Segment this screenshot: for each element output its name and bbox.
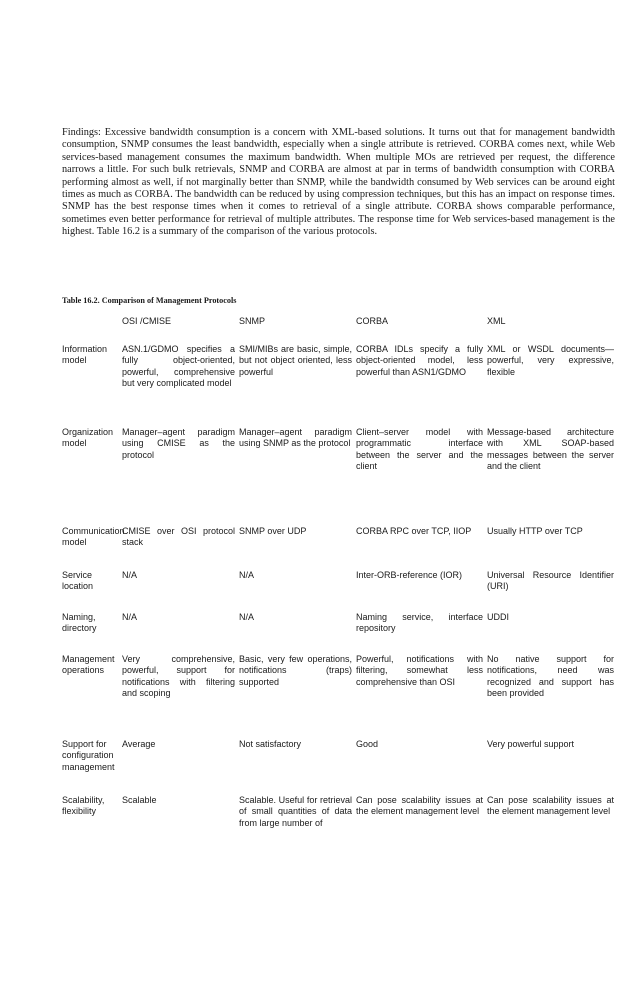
table-cell: UDDI <box>487 612 509 622</box>
table-cell: Client–server model with programmatic interface between the server and the client <box>356 427 483 471</box>
header-cell: SNMP <box>239 316 266 326</box>
header-cell: OSI /CMISE <box>122 316 172 326</box>
table-cell: Can pose scalability issues at the element management level <box>487 795 614 817</box>
row-label: Service location <box>62 570 94 592</box>
table-row <box>62 795 618 855</box>
header-cell <box>62 316 122 344</box>
table-cell: Universal Resource Identifier (URI) <box>487 570 614 592</box>
row-label: Scalability, flexibility <box>62 795 105 817</box>
table-cell: Average <box>122 739 156 749</box>
table-cell: Can pose scalability issues at the element management level <box>356 795 483 817</box>
table-row <box>62 344 618 427</box>
table-header-row <box>62 316 618 344</box>
table-cell: CORBA RPC over TCP, IIOP <box>356 526 472 536</box>
row-label: Naming, directory <box>62 612 97 634</box>
table-cell: Manager–agent paradigm using SNMP as the protocol <box>239 427 352 449</box>
row-label: Communication model <box>62 526 125 548</box>
table-cell: CORBA IDLs specify a fully object-oriented model, less powerful than ASN1/GDMO <box>356 344 483 377</box>
table-cell: Inter-ORB-reference (IOR) <box>356 570 463 580</box>
table-cell: XML or WSDL documents— powerful, very expressive, flexible <box>487 344 614 377</box>
table-cell: Manager–agent paradigm using CMISE as the protocol <box>122 427 235 460</box>
table-row <box>62 739 618 795</box>
table-cell: ASN.1/GDMO specifies a fully object-oriented, powerful, comprehensive but very complicated model <box>122 344 235 388</box>
table-cell: Usually HTTP over TCP <box>487 526 583 536</box>
table-cell: Basic, very few operations, notifications (traps) supported <box>239 654 352 687</box>
table-cell: N/A <box>239 570 255 580</box>
table-cell: Scalable <box>122 795 157 805</box>
table-cell: Scalable. Useful for retrieval of small quantities of data from large number of <box>239 795 352 828</box>
header-cell: CORBA <box>356 316 389 326</box>
table-row <box>62 526 618 570</box>
table-cell: Naming service, interface repository <box>356 612 483 634</box>
table-cell: SMI/MIBs are basic, simple, but not object oriented, less powerful <box>239 344 352 377</box>
findings-paragraph: Findings: Excessive bandwidth consumption is a concern with XML-based solutions. It turns out that for management bandwidth consumption, SNMP consumes the least bandwidth, especially when a single attribute is retrieved. CORBA comes next, while Web services-based management consumes the maximum bandwidth. When multiple MOs are retrieved per request, the difference narrows a little. For such bulk retrievals, SNMP and CORBA are almost at par in terms of bandwidth consumption with CORBA performing almost as well, if not marginally better than SNMP, while the bandwidth consumed by Web services can be around eight times as much as CORBA. The bandwidth can be reduced by using compression techniques, but this has an impact on response times. SNMP has the best response times when it comes to retrieval of a single attribute. CORBA shows comparable performance, sometimes even better performance for retrieval of multiple attributes. The response time for Web services-based management is the highest. Table 16.2 is a summary of the comparison of the various protocols. <box>62 127 615 238</box>
table-row <box>62 570 618 612</box>
table-row <box>62 654 618 739</box>
row-label: Information model <box>62 344 108 366</box>
table-cell: Very powerful support <box>487 739 575 749</box>
table-cell: Powerful, notifications with filtering, somewhat less comprehensive than OSI <box>356 654 483 687</box>
row-label: Management operations <box>62 654 115 676</box>
table-cell: N/A <box>239 612 255 622</box>
table-cell: Good <box>356 739 379 749</box>
table-cell: Message-based architecture with XML SOAP-based messages between the server and the client <box>487 427 614 471</box>
table-row <box>62 427 618 526</box>
table-cell: CMISE over OSI protocol stack <box>122 526 235 548</box>
table-cell: Very comprehensive, powerful, support for notifications with filtering and scoping <box>122 654 235 698</box>
table-cell: N/A <box>122 570 138 580</box>
table-cell: N/A <box>122 612 138 622</box>
table-row <box>62 612 618 654</box>
row-label: Support for configuration management <box>62 739 115 772</box>
header-cell: XML <box>487 316 506 326</box>
row-label: Organization model <box>62 427 114 449</box>
table-cell: No native support for notifications, need was recognized and support has been provided <box>487 654 614 698</box>
table-caption: Table 16.2. Comparison of Management Protocols <box>62 296 237 305</box>
comparison-table <box>62 316 618 855</box>
table-cell: SNMP over UDP <box>239 526 307 536</box>
table-cell: Not satisfactory <box>239 739 302 749</box>
